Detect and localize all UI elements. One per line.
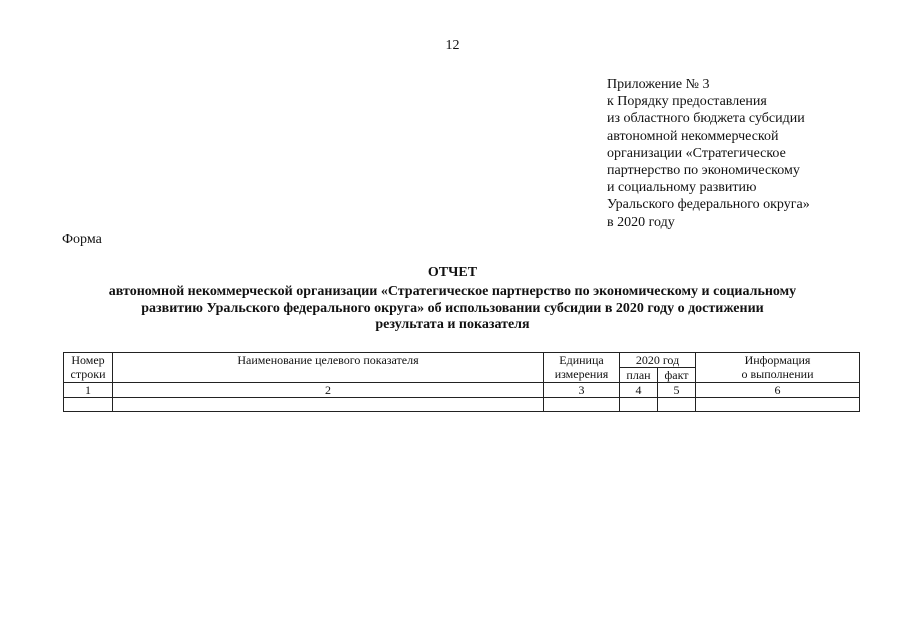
header-row-number-line1: Номер [71, 353, 105, 367]
page-number: 12 [445, 38, 460, 53]
table-cell [64, 398, 113, 412]
appendix-line: к Порядку предоставления [607, 94, 767, 110]
table-cell [658, 398, 696, 412]
column-number: 6 [696, 383, 860, 398]
table-cell [113, 398, 544, 412]
report-table [63, 352, 860, 412]
column-number: 3 [544, 383, 620, 398]
form-label: Форма [62, 232, 102, 247]
header-unit-line2: измерения [554, 367, 609, 381]
header-info [696, 353, 860, 383]
column-number: 1 [64, 383, 113, 398]
appendix-line: партнерство по экономическому [607, 163, 800, 179]
table-column-numbers-row [64, 383, 860, 398]
appendix-line: в 2020 году [607, 214, 675, 230]
column-number: 2 [113, 383, 544, 398]
header-info-line1: Информация [744, 353, 811, 367]
header-info-line2: о выполнении [741, 367, 814, 381]
table-cell [696, 398, 860, 412]
header-plan: план [620, 368, 658, 383]
header-row-number [64, 353, 113, 383]
report-subtitle-line: автономной некоммерческой организации «Стратегическое партнерство по экономическому и социальному [108, 284, 797, 299]
appendix-line: Уральского федерального округа» [607, 197, 810, 213]
table-cell [544, 398, 620, 412]
report-title: ОТЧЕТ [427, 265, 478, 280]
appendix-block [607, 76, 897, 231]
header-year-group: 2020 год [620, 353, 696, 368]
header-unit [544, 353, 620, 383]
report-subtitle-line: результата и показателя [375, 317, 530, 332]
appendix-line: и социальному развитию [607, 180, 757, 196]
header-unit-line1: Единица [559, 353, 604, 367]
header-indicator-name: Наименование целевого показателя [113, 353, 544, 383]
header-fact: факт [658, 368, 696, 383]
table-row [64, 398, 860, 412]
header-row-number-line2: строки [70, 367, 106, 381]
appendix-line: организации «Стратегическое [607, 145, 786, 161]
appendix-line: Приложение № 3 [607, 77, 710, 92]
table-header-row [64, 353, 860, 368]
table-cell [620, 398, 658, 412]
column-number: 4 [620, 383, 658, 398]
report-subtitle [40, 284, 865, 334]
column-number: 5 [658, 383, 696, 398]
appendix-line: автономной некоммерческой [607, 128, 779, 144]
report-subtitle-line: развитию Уральского федерального округа» об использовании субсидии в 2020 году о достижении [141, 300, 764, 316]
appendix-line: из областного бюджета субсидии [607, 111, 805, 127]
